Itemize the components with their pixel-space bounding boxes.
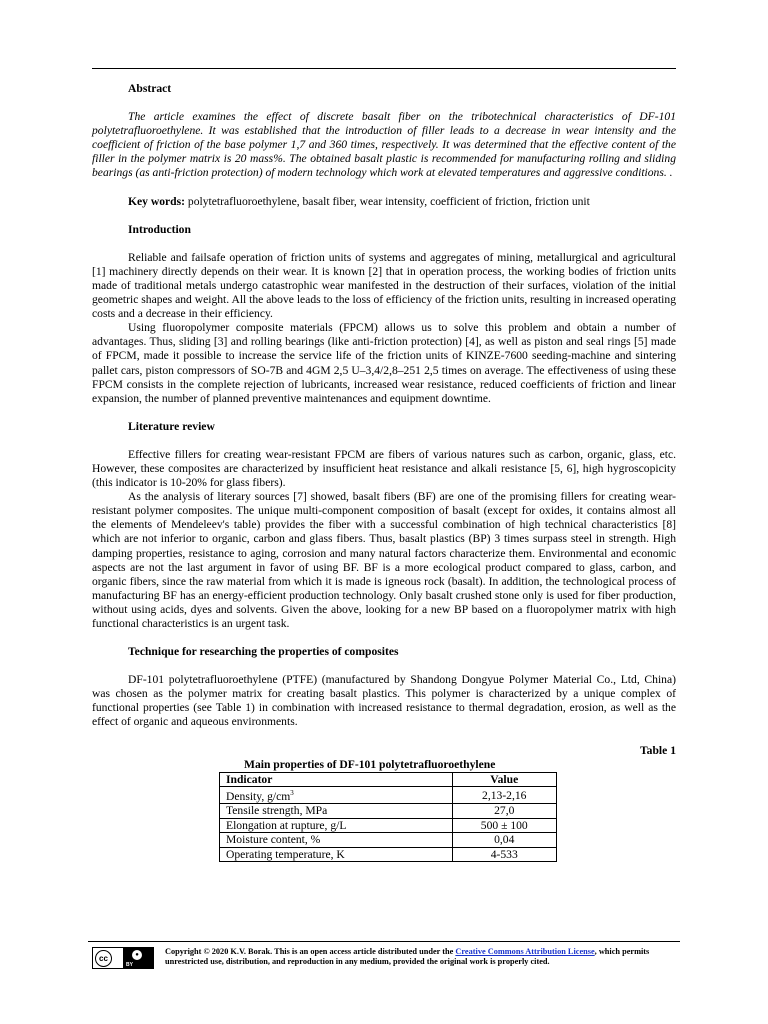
table-cell-value: 500 ± 100	[452, 818, 556, 832]
table-row	[220, 818, 557, 832]
copyright-suffix: , which permits unrestricted use, distribution, and reproduction in any medium, provided the original work is properly cited.	[165, 947, 650, 966]
copyright-notice	[165, 947, 685, 967]
table-cell-value: 27,0	[452, 804, 556, 818]
table-cell-indicator	[220, 787, 453, 804]
table-header-value: Value	[452, 772, 556, 786]
footer-rule	[88, 941, 680, 942]
literature-heading: Literature review	[128, 419, 215, 433]
table-number: Table 1	[640, 743, 676, 757]
license-link[interactable]: Creative Commons Attribution License	[455, 947, 595, 956]
keywords	[128, 195, 676, 209]
abstract-heading: Abstract	[128, 82, 172, 95]
cc-icon: cc	[95, 950, 112, 967]
introduction-paragraph-1: Reliable and failsafe operation of friction units of systems and aggregates of mining, metallurgical and agricultural [1] machinery directly depends on their wear. It is known [2] that in operation process, the working bodies of friction units made of traditional metals undergo catastrophic wear manifested in the destruction of their surfaces, violation of the initial geometric shapes and weight. All the above leads to the loss of efficiency of the friction units, resulting in increased operating costs and a decrease in their efficiency.	[92, 250, 676, 321]
abstract-text: The article examines the effect of discrete basalt fiber on the tribotechnical characteristics of DF-101 polytetrafluoroethylene. It was established that the introduction of filler leads to a decrease in wear intensity and the coefficient of friction of the base polymer 1,7 and 360 times, respectively. It was determined that the effective content of the filler in the polymer matrix is 20 mass%. The obtained basalt plastic is recommended for manufacturing rolling and sliding bearings (as anti-friction protection) of modern technology which work at elevated temperatures and aggressive conditions. .	[92, 110, 676, 180]
superscript: 3	[290, 789, 294, 798]
table-row	[220, 833, 557, 847]
keywords-label: Key words:	[128, 194, 185, 208]
introduction-heading: Introduction	[128, 222, 191, 236]
by-badge	[123, 948, 153, 968]
table-cell-indicator: Elongation at rupture, g/L	[220, 818, 453, 832]
table-cell-indicator: Operating temperature, K	[220, 847, 453, 861]
literature-paragraph-1: Effective fillers for creating wear-resistant FPCM are fibers of various natures such as carbon, organic, glass, etc. However, these composites are characterized by insufficient heat resistance and alkali resistance [5, 6], high hygroscopicity (this indicator is 10-20% for glass fibers).	[92, 447, 676, 490]
table-row	[220, 787, 557, 804]
table-header-row	[220, 772, 557, 786]
cc-by-license-icon[interactable]	[92, 947, 154, 969]
literature-paragraph-2: As the analysis of literary sources [7] showed, basalt fibers (BF) are one of the promising fillers for creating wear-resistant polymer composites. The unique multi-component composition of basalt (except for oxides, it contains almost all the elements of Mendeleev's table) provides the fiber with a successful combination of high technical characteristics [8] which are not inferior to organic, carbon and glass fibers. Thus, basalt plastics (BP) 3 times surpass steel in strength. High damping properties, resistance to aging, corrosion and many natural factors characterize them. Environmental and economic aspects are not the last argument in favor of using BF. BF is a more ecological product compared to glass, carbon, and organic fibers, since the raw material from which it is made is igneous rock (basalt). In addition, the technological process of manufacturing BF has an energy-efficient production technology. Only basalt crushed stone only is used for fiber production, without using acids, dyes and solvents. Given the above, looking for a new BP based on a fluoropolymer matrix with high functional characteristics is an urgent task.	[92, 490, 676, 630]
table-cell-indicator: Tensile strength, MPa	[220, 804, 453, 818]
indicator-text: Density, g/cm	[226, 790, 291, 804]
by-label: BY	[126, 962, 133, 968]
table-cell-value: 2,13-2,16	[452, 787, 556, 804]
table-row	[220, 804, 557, 818]
properties-table	[219, 772, 557, 862]
copyright-prefix: Copyright © 2020 K.V. Borak. This is an open access article distributed under the	[165, 947, 456, 956]
technique-paragraph-1: DF-101 polytetrafluoroethylene (PTFE) (manufactured by Shandong Dongyue Polymer Material Co., Ltd, China) was chosen as the polymer matrix for creating basalt plastics. This polymer is characterized by a unique complex of functional properties (see Table 1) in combination with increased resistance to thermal degradation, erosion, as well as the effect of organic and aqueous environments.	[92, 673, 676, 729]
table-title: Main properties of DF-101 polytetrafluoroethylene	[244, 757, 496, 771]
table-cell-indicator: Moisture content, %	[220, 833, 453, 847]
table-row	[220, 847, 557, 861]
table-cell-value: 4-533	[452, 847, 556, 861]
table-cell-value: 0,04	[452, 833, 556, 847]
header-rule	[92, 68, 676, 69]
person-icon: ●	[132, 950, 142, 960]
keywords-text: polytetrafluoroethylene, basalt fiber, wear intensity, coefficient of friction, friction unit	[185, 194, 590, 208]
table-header-indicator: Indicator	[220, 772, 453, 786]
technique-heading: Technique for researching the properties of composites	[128, 645, 399, 659]
article-body	[92, 82, 676, 862]
introduction-paragraph-2: Using fluoropolymer composite materials (FPCM) allows us to solve this problem and obtain a number of advantages. Thus, sliding [3] and rolling bearings (like anti-friction protection) [4], as well as piston and seal rings [5] made of FPCM, made it possible to increase the service life of the friction units of KINZE-7600 seeding-machine and sintering pallet cars, piston compressors of SO-7B and 4GM 2,5 U–3,4/2,8–251 2,5 times on average. The effectiveness of using these FPCM consists in the complete rejection of lubricants, increased wear resistance, reduced coefficients of friction and linear expansion, the number of planned preventive maintenances and equipment downtime.	[92, 321, 676, 405]
